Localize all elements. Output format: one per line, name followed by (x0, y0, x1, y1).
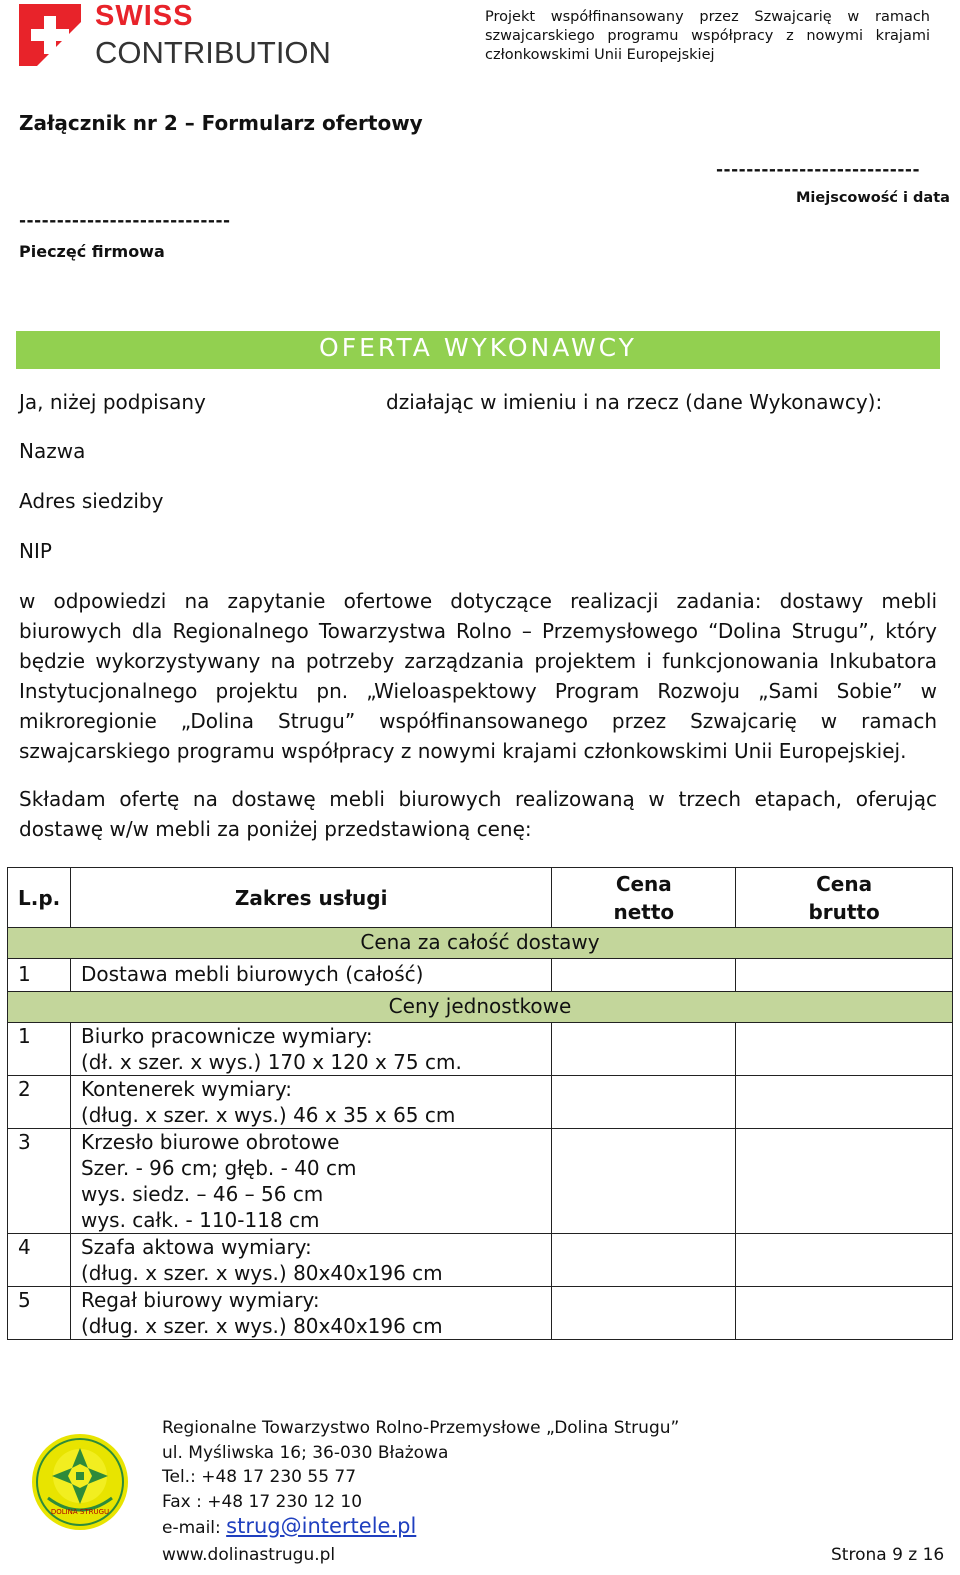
row-lp: 2 (8, 1076, 71, 1129)
gross-price-cell[interactable] (736, 1076, 953, 1129)
row-desc-line: (dług. x szer. x wys.) 80x40x196 cm (80, 1261, 443, 1285)
page-title: Załącznik nr 2 – Formularz ofertowy (19, 111, 423, 135)
swiss-contribution-logo (19, 0, 331, 70)
net-price-cell[interactable] (552, 1076, 736, 1129)
band-units-row (8, 992, 953, 1023)
header-net-line2: netto (613, 899, 675, 924)
footer-contact (162, 1416, 679, 1541)
gross-price-cell[interactable] (736, 1234, 953, 1287)
footer-website[interactable]: www.dolinastrugu.pl (162, 1545, 336, 1565)
table-row (8, 1287, 953, 1340)
header-gross (736, 868, 953, 928)
gross-price-cell[interactable] (736, 1129, 953, 1234)
net-price-cell[interactable] (552, 959, 736, 992)
row-desc-line: Kontenerek wymiary: (80, 1077, 292, 1101)
price-table (7, 867, 953, 1340)
logo-line2: CONTRIBUTION (95, 35, 331, 70)
footer-email-row (162, 1514, 679, 1541)
row-lp: 1 (8, 1023, 71, 1076)
row-desc-line: Szer. - 96 cm; głęb. - 40 cm (80, 1156, 357, 1180)
footer-email-link[interactable]: strug@intertele.pl (226, 1514, 417, 1538)
offer-paragraph: Składam ofertę na dostawę mebli biurowych realizowaną w trzech etapach, oferując dostawę w/w mebli za poniżej przedstawioną cenę: (19, 787, 937, 841)
row-desc-line: (dług. x szer. x wys.) 80x40x196 cm (80, 1314, 443, 1338)
row-desc-line: Biurko pracownicze wymiary: (80, 1024, 373, 1048)
row-desc (70, 1076, 551, 1129)
contractor-name-label: Nazwa (19, 439, 86, 463)
footer-org: Regionalne Towarzystwo Rolno-Przemysłowe „Dolina Strugu” (162, 1418, 680, 1438)
row-desc-line: wys. siedz. – 46 – 56 cm (80, 1182, 324, 1206)
band-total: Cena za całość dostawy (8, 928, 953, 959)
offer-banner (16, 331, 940, 369)
net-price-cell[interactable] (552, 1023, 736, 1076)
net-price-cell[interactable] (552, 1129, 736, 1234)
table-row (8, 1076, 953, 1129)
footer-address: ul. Myśliwska 16; 36-030 Błażowa (162, 1442, 449, 1463)
row-lp: 3 (8, 1129, 71, 1234)
row-desc-line: (dług. x szer. x wys.) 46 x 35 x 65 cm (80, 1103, 456, 1127)
table-row (8, 1023, 953, 1076)
header-net (552, 868, 736, 928)
band-total-row (8, 928, 953, 959)
project-cofinancing-note: Projekt współfinansowany przez Szwajcarię w ramach szwajcarskiego programu współpracy z nowymi krajami członkowskimi Unii Europejskiej (485, 9, 930, 63)
gross-price-cell[interactable] (736, 1287, 953, 1340)
table-row (8, 959, 953, 992)
dolina-strugu-logo (30, 1432, 130, 1532)
row-desc (70, 1234, 551, 1287)
gross-price-cell[interactable] (736, 1023, 953, 1076)
row-desc-line: Regał biurowy wymiary: (80, 1288, 320, 1312)
row-desc (70, 1287, 551, 1340)
stamp-label: Pieczęć firmowa (19, 242, 165, 261)
row-lp: 1 (8, 959, 71, 992)
place-date-label: Miejscowość i data (796, 190, 950, 206)
header-gross-line2: brutto (808, 899, 880, 924)
row-desc-line: Szafa aktowa wymiary: (80, 1235, 312, 1259)
row-desc: Dostawa mebli biurowych (całość) (70, 959, 551, 992)
footer-fax: Fax : +48 17 230 12 10 (162, 1491, 363, 1512)
net-price-cell[interactable] (552, 1287, 736, 1340)
header-lp: L.p. (8, 868, 71, 928)
page-number: Strona 9 z 16 (831, 1545, 945, 1565)
row-desc-line: (dł. x szer. x wys.) 170 x 120 x 75 cm. (80, 1050, 462, 1074)
row-lp: 5 (8, 1287, 71, 1340)
header-gross-line1: Cena (816, 871, 873, 896)
inquiry-paragraph: w odpowiedzi na zapytanie ofertowe dotyczące realizacji zadania: dostawy mebli biurowych dla Regionalnego Towarzystwa Rolno – Przemysłowego “Dolina Strugu”, który będzie wykorzystywany na potrzeby zarządzania projektem i funkcjonowania Inkubatora Instytucjonalnego projektu pn. „Wieloaspektowy Program Rozwoju „Sami Sobie” w mikroregionie „Dolina Strugu” współfinansowanego przez Szwajcarię w ramach szwajcarskiego programu współpracy z nowymi krajami członkowskimi Unii Europejskiej. (19, 589, 937, 763)
net-price-cell[interactable] (552, 1234, 736, 1287)
contractor-nip-label: NIP (19, 539, 52, 563)
stamp-line: ---------------------------- (19, 211, 231, 231)
table-header-row (8, 868, 953, 928)
band-units: Ceny jednostkowe (8, 992, 953, 1023)
table-row (8, 1129, 953, 1234)
acting-label: działając w imieniu i na rzecz (dane Wykonawcy): (386, 390, 883, 414)
signed-label: Ja, niżej podpisany (19, 390, 206, 414)
header-scope: Zakres usługi (70, 868, 551, 928)
dolina-strugu-emblem-icon (30, 1432, 130, 1532)
table-row (8, 1234, 953, 1287)
row-desc (70, 1023, 551, 1076)
footer-logo-text: DOLINA STRUGU (50, 1508, 110, 1516)
footer-tel: Tel.: +48 17 230 55 77 (162, 1467, 357, 1487)
row-desc-line: wys. całk. - 110-118 cm (80, 1208, 320, 1232)
header-net-line1: Cena (615, 871, 672, 896)
offer-banner-title: OFERTA WYKONAWCY (319, 333, 637, 362)
row-lp: 4 (8, 1234, 71, 1287)
logo-line1: SWISS (95, 0, 194, 32)
row-desc (70, 1129, 551, 1234)
contractor-address-label: Adres siedziby (19, 489, 164, 513)
row-desc-line: Krzesło biurowe obrotowe (80, 1130, 340, 1154)
place-date-line: --------------------------- (716, 160, 921, 180)
swiss-flag-icon (19, 4, 81, 66)
gross-price-cell[interactable] (736, 959, 953, 992)
footer-email-label: e-mail: (162, 1518, 227, 1538)
